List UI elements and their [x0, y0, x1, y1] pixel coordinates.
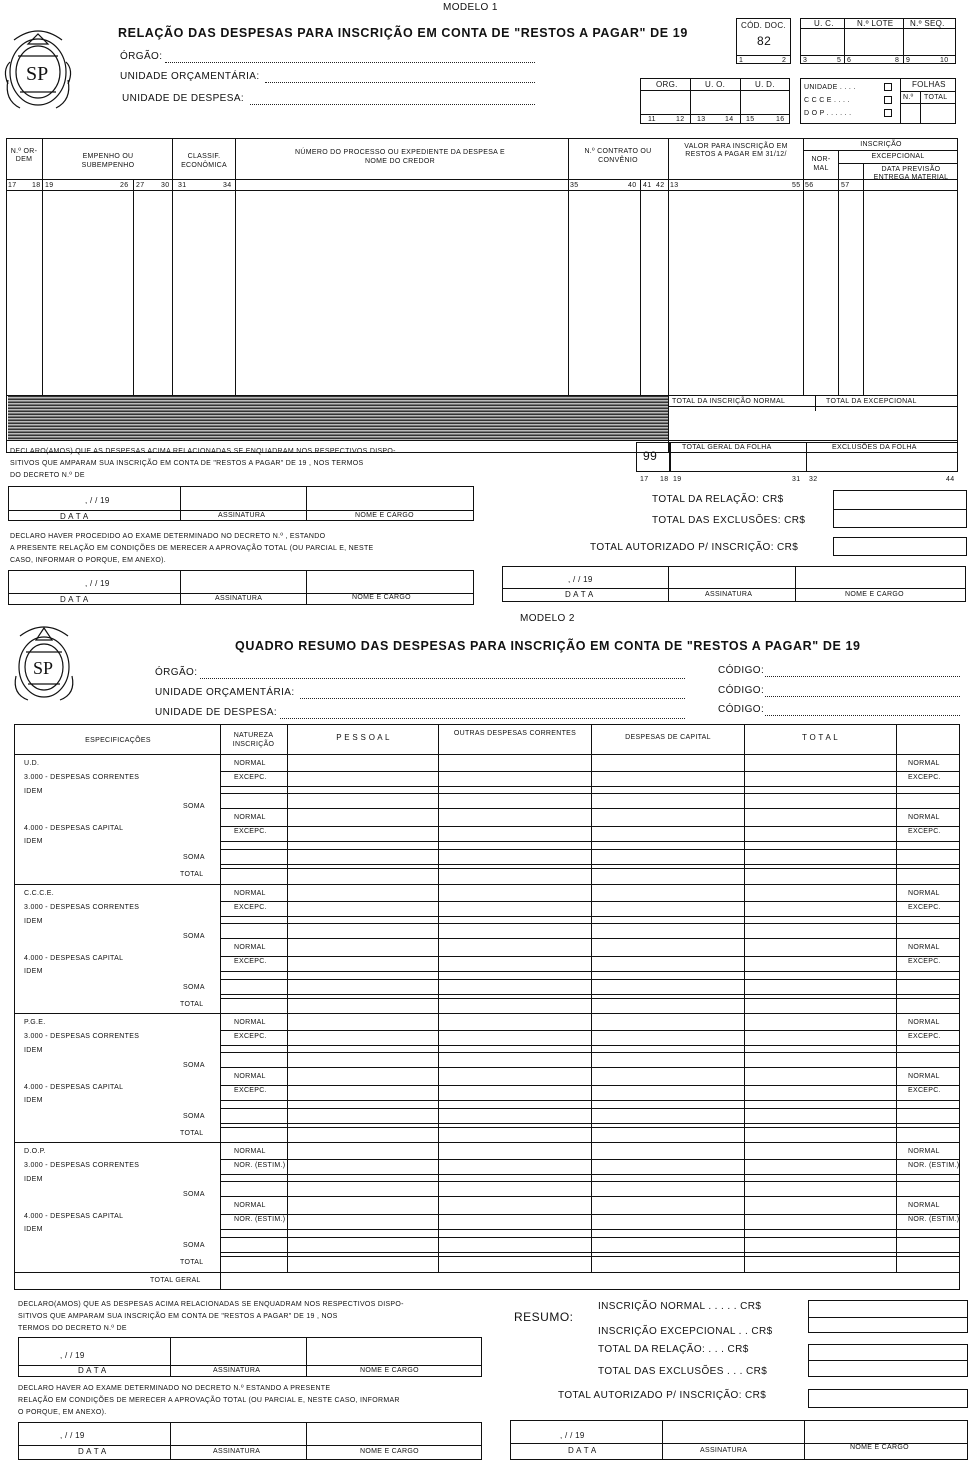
- natureza-label: EXCEPC.: [234, 828, 267, 835]
- pos-num: 57: [841, 182, 850, 189]
- nome-cargo-label: NOME E CARGO: [352, 594, 411, 601]
- col-normal-header: NOR- MAL: [811, 156, 831, 172]
- group-name: C.C.C.E.: [24, 890, 55, 897]
- ud-label: U. D.: [755, 80, 775, 89]
- natureza-label: EXCEPC.: [234, 1087, 267, 1094]
- unid-orc-label: UNIDADE ORÇAMENTÁRIA:: [155, 687, 295, 698]
- natureza-label: NORMAL: [234, 944, 266, 951]
- capital-label: 4.000 - DESPESAS CAPITAL: [24, 1084, 124, 1091]
- declaro-text: DO DECRETO N.º DE: [10, 472, 85, 479]
- pos-num: 8: [895, 57, 900, 64]
- idem-label: IDEM: [24, 918, 43, 925]
- idem-label: IDEM: [24, 1176, 43, 1183]
- row-line: [220, 1256, 960, 1257]
- orgao-field[interactable]: [200, 678, 685, 679]
- total-folha-label: TOTAL: [924, 94, 948, 101]
- value-cell[interactable]: [593, 1015, 743, 1126]
- col-data-prev-header: DATA PREVISÃO ENTREGA MATERIAL: [873, 166, 949, 181]
- folhas-label: FOLHAS: [912, 80, 946, 89]
- pos-num: 11: [648, 116, 656, 123]
- value-cell[interactable]: [593, 886, 743, 997]
- unid-desp-field[interactable]: [280, 718, 685, 719]
- natureza-label: NOR. (ESTIM.): [908, 1162, 960, 1169]
- value-cell[interactable]: [289, 1015, 439, 1126]
- correntes-label: 3.000 - DESPESAS CORRENTES: [24, 774, 140, 781]
- pos-num: 42: [656, 182, 665, 189]
- idem-label: IDEM: [24, 1097, 43, 1104]
- soma-label: SOMA: [183, 1062, 205, 1069]
- model-1-label: MODELO 1: [443, 2, 498, 13]
- pos-num: 9: [906, 57, 911, 64]
- group-divider: [14, 1142, 960, 1143]
- nome-cargo-label: NOME E CARGO: [850, 1444, 909, 1451]
- total-insc-normal-label: TOTAL DA INSCRIÇÃO NORMAL: [672, 398, 786, 405]
- cod-doc-value: 82: [757, 34, 772, 48]
- col-total-header: T O T A L: [801, 733, 839, 742]
- natureza-label: NORMAL: [908, 890, 940, 897]
- pos-num: 1: [739, 57, 744, 64]
- col-valor-header: VALOR PARA INSCRIÇÃO EM RESTOS A PAGAR EM 31/12/: [684, 143, 788, 158]
- dop-checkbox[interactable]: [884, 109, 892, 117]
- codigo-label: CÓDIGO:: [718, 665, 765, 676]
- value-cell[interactable]: [440, 1015, 590, 1126]
- seq-label: N.º SEQ.: [910, 19, 945, 28]
- col-outras-header: OUTRAS DESPESAS CORRENTES: [453, 730, 577, 737]
- pos-num: 34: [223, 182, 232, 189]
- natureza-label: NORMAL: [908, 944, 940, 951]
- codigo-field[interactable]: [765, 676, 960, 677]
- col-inscricao-header: INSCRIÇÃO: [860, 141, 902, 148]
- pos-num: 35: [570, 182, 579, 189]
- ccce-checkbox[interactable]: [884, 96, 892, 104]
- natureza-label: NORMAL: [908, 1202, 940, 1209]
- total-autorizado-value[interactable]: [808, 1389, 968, 1408]
- pos-num: 55: [792, 182, 801, 189]
- group-name: U.D.: [24, 760, 40, 767]
- lote-label: N.º LOTE: [857, 19, 894, 28]
- total-label: TOTAL: [180, 1001, 204, 1008]
- total-excepcional-label: TOTAL DA EXCEPCIONAL: [826, 398, 917, 405]
- svg-text:SP: SP: [26, 63, 49, 85]
- pos-num: 17: [640, 476, 649, 483]
- natureza-label: NORMAL: [908, 814, 940, 821]
- data-label: D A T A: [60, 595, 89, 604]
- total-autorizado-value[interactable]: [833, 537, 967, 556]
- pos-num: 17: [8, 182, 17, 189]
- idem-label: IDEM: [24, 1226, 43, 1233]
- value-cell[interactable]: [746, 1015, 896, 1126]
- natureza-label: NORMAL: [908, 1073, 940, 1080]
- natureza-label: NORMAL: [234, 814, 266, 821]
- pos-num: 31: [178, 182, 187, 189]
- declaro-text: DECLARO(AMOS) QUE AS DESPESAS ACIMA RELACIONADAS SE ENQUADRAM NOS RESPECTIVOS DISPO-: [10, 448, 396, 455]
- pos-num: 16: [776, 116, 785, 123]
- natureza-label: EXCEPC.: [908, 1033, 941, 1040]
- pos-num: 32: [809, 476, 818, 483]
- uo-label: U. O.: [705, 80, 726, 89]
- col-processo-header: NÚMERO DO PROCESSO OU EXPEDIENTE DA DESPESA E NOME DO CREDOR: [295, 149, 505, 165]
- pos-num: 10: [940, 57, 949, 64]
- unid-orc-label: UNIDADE ORÇAMENTÁRIA:: [120, 71, 260, 82]
- model-2-label: MODELO 2: [520, 613, 575, 624]
- declaro-haver-text: O PORQUE, EM ANEXO).: [18, 1409, 107, 1416]
- unidade-option[interactable]: UNIDADE . . . .: [804, 84, 856, 91]
- insc-normal-label: INSCRIÇÃO NORMAL . . . . . CR$: [598, 1301, 762, 1312]
- assinatura-label: ASSINATURA: [705, 591, 753, 598]
- natureza-label: EXCEPC.: [908, 828, 941, 835]
- nome-cargo-label: NOME E CARGO: [360, 1448, 419, 1455]
- total-relacao-label: TOTAL DA RELAÇÃO: . . . CR$: [598, 1344, 749, 1355]
- declaro-text: SITIVOS QUE AMPARAM SUA INSCRIÇÃO EM CONTA DE "RESTOS A PAGAR" DE 19 , NOS TERMOS: [10, 460, 364, 467]
- value-cell[interactable]: [440, 886, 590, 997]
- svg-text:SP: SP: [33, 658, 54, 678]
- natureza-label: NORMAL: [908, 760, 940, 767]
- codigo-label: CÓDIGO:: [718, 685, 765, 696]
- pos-num: 5: [837, 57, 842, 64]
- pos-num: 13: [670, 182, 679, 189]
- col-excepcional-header: EXCEPCIONAL: [871, 153, 925, 160]
- declaro-haver-text: DECLARO HAVER PROCEDIDO AO EXAME DETERMINADO NO DECRETO N.º , ESTANDO: [10, 533, 326, 540]
- value-cell[interactable]: [746, 1144, 896, 1255]
- pos-num: 31: [792, 476, 801, 483]
- assinatura-label: ASSINATURA: [213, 1448, 261, 1455]
- row-line: [220, 998, 960, 999]
- value-cell[interactable]: [289, 886, 439, 997]
- group-divider: [14, 884, 960, 885]
- natureza-label: NOR. (ESTIM.): [908, 1216, 960, 1223]
- value-cell[interactable]: [440, 1144, 590, 1255]
- capital-label: 4.000 - DESPESAS CAPITAL: [24, 825, 124, 832]
- soma-label: SOMA: [183, 933, 205, 940]
- natureza-label: EXCEPC.: [908, 958, 941, 965]
- unid-orc-field[interactable]: [265, 82, 535, 83]
- natureza-label: NOR. (ESTIM.): [234, 1216, 286, 1223]
- pos-num: 30: [161, 182, 170, 189]
- total-relacao-label: TOTAL DA RELAÇÃO: CR$: [652, 494, 784, 505]
- pos-num: 14: [725, 116, 734, 123]
- row-line: [220, 868, 960, 869]
- declaro-haver-text: DECLARO HAVER AO EXAME DETERMINADO NO DECRETO N.º ESTANDO A PRESENTE: [18, 1385, 331, 1392]
- soma-label: SOMA: [183, 984, 205, 991]
- data-label: D A T A: [565, 590, 594, 599]
- row-line: [220, 1127, 960, 1128]
- date-field[interactable]: , / / 19: [60, 1431, 85, 1440]
- nome-cargo-label: NOME E CARGO: [355, 512, 414, 519]
- pos-num: 19: [45, 182, 54, 189]
- col-empenho-header: EMPENHO OU SUBEMPENHO: [81, 153, 135, 169]
- natureza-label: NORMAL: [908, 1019, 940, 1026]
- natureza-label: NORMAL: [234, 1202, 266, 1209]
- summary-title: QUADRO RESUMO DAS DESPESAS PARA INSCRIÇÃO EM CONTA DE "RESTOS A PAGAR" DE 19: [235, 639, 861, 653]
- natureza-label: NORMAL: [908, 1148, 940, 1155]
- soma-label: SOMA: [183, 1191, 205, 1198]
- date-field[interactable]: , / / 19: [85, 579, 110, 588]
- pos-num: 44: [946, 476, 955, 483]
- pos-num: 40: [628, 182, 637, 189]
- pos-num: 13: [697, 116, 706, 123]
- col-capital-header: DESPESAS DE CAPITAL: [625, 734, 711, 741]
- natureza-label: NORMAL: [234, 1019, 266, 1026]
- soma-label: SOMA: [183, 1113, 205, 1120]
- natureza-label: NORMAL: [234, 1073, 266, 1080]
- pos-num: 15: [746, 116, 755, 123]
- group-name: D.O.P.: [24, 1148, 46, 1155]
- natureza-label: EXCEPC.: [234, 958, 267, 965]
- col-pessoal-header: P E S S O A L: [336, 733, 390, 742]
- unid-desp-label: UNIDADE DE DESPESA:: [122, 93, 245, 104]
- declaro-text: TERMOS DO DECRETO N.º DE: [18, 1325, 127, 1332]
- soma-label: SOMA: [183, 803, 205, 810]
- pos-num: 18: [660, 476, 669, 483]
- org-label: ORG.: [656, 80, 678, 89]
- dop-option[interactable]: D O P . . . . . .: [804, 110, 852, 117]
- codigo-label: CÓDIGO:: [718, 704, 765, 715]
- pos-num: 19: [673, 476, 682, 483]
- total-label: TOTAL: [180, 1130, 204, 1137]
- data-label: D A T A: [78, 1366, 107, 1375]
- natureza-label: EXCEPC.: [908, 1087, 941, 1094]
- declaro-haver-text: RELAÇÃO EM CONDIÇÕES DE MERECER A APROVAÇÃO TOTAL (OU PARCIAL E, NESTE CASO, INFORMAR: [18, 1397, 400, 1404]
- data-label: D A T A: [568, 1446, 597, 1455]
- natureza-label: EXCEPC.: [908, 774, 941, 781]
- date-field[interactable]: , / / 19: [60, 1351, 85, 1360]
- date-field[interactable]: , / / 19: [568, 575, 593, 584]
- pos-num: 27: [136, 182, 145, 189]
- assinatura-label: ASSINATURA: [218, 512, 266, 519]
- natureza-label: NOR. (ESTIM.): [234, 1162, 286, 1169]
- data-label: D A T A: [78, 1447, 107, 1456]
- n-folha-label: N.º: [903, 94, 914, 101]
- correntes-label: 3.000 - DESPESAS CORRENTES: [24, 1033, 140, 1040]
- resumo-label: RESUMO:: [514, 1310, 574, 1324]
- soma-label: SOMA: [183, 1242, 205, 1249]
- declaro-text: SITIVOS QUE AMPARAM SUA INSCRIÇÃO EM CONTA DE "RESTOS A PAGAR" DE 19 , NOS: [18, 1313, 338, 1320]
- value-cell[interactable]: [289, 756, 439, 867]
- unid-orc-field[interactable]: [300, 698, 685, 699]
- capital-label: 4.000 - DESPESAS CAPITAL: [24, 955, 124, 962]
- pos-num: 6: [847, 57, 852, 64]
- nome-cargo-label: NOME E CARGO: [845, 591, 904, 598]
- pos-num: 18: [32, 182, 41, 189]
- value-cell[interactable]: [593, 1144, 743, 1255]
- col-classif-header: CLASSIF. ECONÔMICA: [181, 153, 227, 169]
- value-cell[interactable]: [746, 886, 896, 997]
- value-cell[interactable]: [593, 756, 743, 867]
- orgao-label: ÓRGÃO:: [155, 667, 198, 678]
- value-cell[interactable]: [289, 1144, 439, 1255]
- insc-excep-label: INSCRIÇÃO EXCEPCIONAL . . CR$: [598, 1326, 773, 1337]
- idem-label: IDEM: [24, 788, 43, 795]
- declaro-text: DECLARO(AMOS) QUE AS DESPESAS ACIMA RELACIONADAS SE ENQUADRAM NOS RESPECTIVOS DISPO-: [18, 1301, 404, 1308]
- natureza-label: EXCEPC.: [234, 774, 267, 781]
- unidade-checkbox[interactable]: [884, 83, 892, 91]
- pos-num: 2: [782, 57, 787, 64]
- codigo-field[interactable]: [765, 696, 960, 697]
- group-divider: [14, 1013, 960, 1014]
- value-cell[interactable]: [746, 756, 896, 867]
- declaro-haver-text: CASO, INFORMAR O PORQUE, EM ANEXO).: [10, 557, 166, 564]
- date-field[interactable]: , / / 19: [85, 496, 110, 505]
- pos-num: 12: [676, 116, 685, 123]
- exclusoes-folha-label: EXCLUSÕES DA FOLHA: [832, 444, 917, 451]
- assinatura-label: ASSINATURA: [213, 1367, 261, 1374]
- shaded-band: [8, 396, 668, 440]
- data-label: D A T A: [60, 512, 89, 521]
- date-field[interactable]: , / / 19: [560, 1431, 585, 1440]
- total-geral-folha-label: TOTAL GERAL DA FOLHA: [682, 444, 772, 451]
- pos-num: 26: [120, 182, 129, 189]
- uc-label: U. C.: [814, 19, 834, 28]
- capital-label: 4.000 - DESPESAS CAPITAL: [24, 1213, 124, 1220]
- idem-label: IDEM: [24, 1047, 43, 1054]
- declaro-haver-text: A PRESENTE RELAÇÃO EM CONDIÇÕES DE MERECER A APROVAÇÃO TOTAL (OU PARCIAL E, NESTE: [10, 545, 374, 552]
- code-99: 99: [643, 449, 658, 463]
- pos-num: 56: [805, 182, 814, 189]
- correntes-label: 3.000 - DESPESAS CORRENTES: [24, 904, 140, 911]
- group-name: P.G.E.: [24, 1019, 46, 1026]
- assinatura-label: ASSINATURA: [215, 595, 263, 602]
- codigo-field[interactable]: [765, 715, 960, 716]
- cod-doc-label: CÓD. DOC.: [741, 21, 786, 30]
- correntes-label: 3.000 - DESPESAS CORRENTES: [24, 1162, 140, 1169]
- total-exclusoes-label: TOTAL DAS EXCLUSÕES . . . CR$: [598, 1366, 768, 1377]
- total-autorizado-label: TOTAL AUTORIZADO P/ INSCRIÇÃO: CR$: [558, 1390, 767, 1401]
- idem-label: IDEM: [24, 838, 43, 845]
- unid-desp-field[interactable]: [250, 104, 535, 105]
- col-natureza-header: NATUREZA INSCRIÇÃO: [232, 732, 275, 748]
- nome-cargo-label: NOME E CARGO: [360, 1367, 419, 1374]
- soma-label: SOMA: [183, 854, 205, 861]
- natureza-label: NORMAL: [234, 890, 266, 897]
- total-autorizado-label: TOTAL AUTORIZADO P/ INSCRIÇÃO: CR$: [590, 542, 799, 553]
- value-cell[interactable]: [440, 756, 590, 867]
- natureza-label: NORMAL: [234, 760, 266, 767]
- page-title: RELAÇÃO DAS DESPESAS PARA INSCRIÇÃO EM CONTA DE "RESTOS A PAGAR" DE 19: [118, 26, 688, 40]
- col-espec-header: ESPECIFICAÇÕES: [85, 737, 151, 744]
- col-contrato-header: N.º CONTRATO OU CONVÊNIO: [584, 148, 652, 164]
- natureza-label: EXCEPC.: [908, 904, 941, 911]
- pos-num: 41: [643, 182, 652, 189]
- orgao-label: ÓRGÃO:: [120, 51, 163, 62]
- assinatura-label: ASSINATURA: [700, 1447, 748, 1454]
- natureza-label: NORMAL: [234, 1148, 266, 1155]
- col-ordem-header: N.º OR- DEM: [10, 148, 38, 163]
- total-geral-label: TOTAL GERAL: [150, 1277, 201, 1284]
- idem-label: IDEM: [24, 968, 43, 975]
- orgao-field[interactable]: [165, 62, 535, 63]
- natureza-label: EXCEPC.: [234, 1033, 267, 1040]
- unid-desp-label: UNIDADE DE DESPESA:: [155, 707, 278, 718]
- pos-num: 3: [803, 57, 808, 64]
- total-label: TOTAL: [180, 1259, 204, 1266]
- total-label: TOTAL: [180, 871, 204, 878]
- total-exclusoes-label: TOTAL DAS EXCLUSÕES: CR$: [652, 515, 806, 526]
- ccce-option[interactable]: C C C E . . . .: [804, 97, 850, 104]
- natureza-label: EXCEPC.: [234, 904, 267, 911]
